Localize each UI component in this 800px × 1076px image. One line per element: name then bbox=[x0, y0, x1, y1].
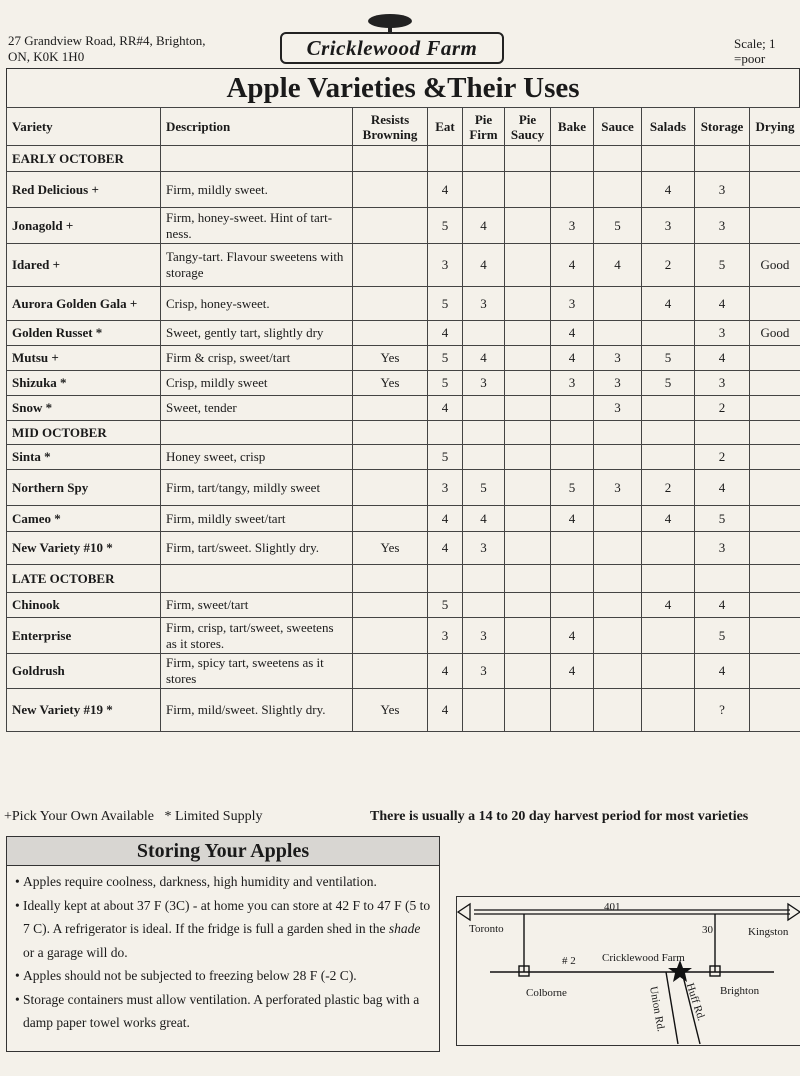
map-roads bbox=[456, 896, 800, 1048]
cell-drying bbox=[750, 172, 800, 208]
cell-sauce: 4 bbox=[594, 244, 642, 287]
storing-panel bbox=[6, 836, 440, 1052]
col-description: Description bbox=[161, 108, 353, 146]
address-line-2: ON, K0K 1H0 bbox=[8, 49, 85, 64]
col-resists-browning: Resists Browning bbox=[353, 108, 428, 146]
map-label-401: 401 bbox=[604, 901, 621, 913]
cell-browning bbox=[353, 244, 428, 287]
cell-pie-firm bbox=[463, 396, 505, 421]
cell-pie-firm bbox=[463, 321, 505, 346]
cell-pie-firm bbox=[463, 593, 505, 618]
list-item: • Apples should not be subjected to freezing below 28 F (-2 C). bbox=[15, 964, 433, 988]
farm-address bbox=[8, 33, 206, 65]
table-row bbox=[7, 346, 800, 371]
cell-pie-saucy bbox=[505, 346, 551, 371]
cell-bake: 3 bbox=[551, 287, 594, 321]
page-title: Apple Varieties &Their Uses bbox=[6, 68, 800, 107]
variety-description: Firm, spicy tart, sweetens as it stores bbox=[161, 654, 353, 689]
cell-pie-firm: 3 bbox=[463, 654, 505, 689]
emphasis-shade: shade bbox=[388, 921, 421, 936]
cell-pie-firm: 4 bbox=[463, 506, 505, 532]
cell-storage: 5 bbox=[695, 506, 750, 532]
col-drying: Drying bbox=[750, 108, 800, 146]
cell-pie-saucy bbox=[505, 618, 551, 654]
cell-pie-firm: 3 bbox=[463, 618, 505, 654]
col-storage: Storage bbox=[695, 108, 750, 146]
cell-pie-saucy bbox=[505, 396, 551, 421]
cell-salads: 4 bbox=[642, 287, 695, 321]
list-item: • Apples require coolness, darkness, high humidity and ventilation. bbox=[15, 870, 433, 894]
cell-pie-saucy bbox=[505, 506, 551, 532]
cell-drying bbox=[750, 506, 800, 532]
cell-browning: Yes bbox=[353, 346, 428, 371]
cell-salads: 4 bbox=[642, 506, 695, 532]
cell-sauce bbox=[594, 689, 642, 732]
cell-eat: 4 bbox=[428, 689, 463, 732]
variety-name: Enterprise bbox=[7, 618, 161, 654]
cell-browning bbox=[353, 506, 428, 532]
variety-name: Jonagold + bbox=[7, 208, 161, 244]
cell-bake: 4 bbox=[551, 618, 594, 654]
cell-storage: 3 bbox=[695, 208, 750, 244]
map-label-toronto: Toronto bbox=[469, 923, 504, 935]
cell-browning bbox=[353, 396, 428, 421]
cell-sauce: 3 bbox=[594, 346, 642, 371]
cell-drying bbox=[750, 371, 800, 396]
apple-varieties-table bbox=[6, 68, 800, 732]
cell-drying bbox=[750, 654, 800, 689]
variety-description: Sweet, gently tart, slightly dry bbox=[161, 321, 353, 346]
cell-sauce bbox=[594, 321, 642, 346]
cell-eat: 4 bbox=[428, 506, 463, 532]
cell-bake bbox=[551, 396, 594, 421]
cell-sauce bbox=[594, 618, 642, 654]
cell-pie-saucy bbox=[505, 689, 551, 732]
cell-bake bbox=[551, 593, 594, 618]
cell-bake: 4 bbox=[551, 654, 594, 689]
cell-pie-firm: 4 bbox=[463, 208, 505, 244]
variety-name: New Variety #19 * bbox=[7, 689, 161, 732]
cell-eat: 4 bbox=[428, 396, 463, 421]
cell-pie-firm: 5 bbox=[463, 470, 505, 506]
cell-bake: 4 bbox=[551, 244, 594, 287]
section-row bbox=[7, 146, 800, 172]
variety-name: Cameo * bbox=[7, 506, 161, 532]
cell-pie-firm: 3 bbox=[463, 287, 505, 321]
cell-browning: Yes bbox=[353, 689, 428, 732]
cell-pie-saucy bbox=[505, 654, 551, 689]
cell-browning bbox=[353, 470, 428, 506]
col-salads: Salads bbox=[642, 108, 695, 146]
cell-eat: 5 bbox=[428, 445, 463, 470]
table-row bbox=[7, 172, 800, 208]
cell-pie-firm bbox=[463, 689, 505, 732]
section-label: LATE OCTOBER bbox=[7, 565, 161, 593]
cell-browning: Yes bbox=[353, 532, 428, 565]
cell-storage: 2 bbox=[695, 396, 750, 421]
cell-bake: 5 bbox=[551, 470, 594, 506]
table-row bbox=[7, 618, 800, 654]
map-label-brighton: Brighton bbox=[720, 985, 760, 997]
cell-browning bbox=[353, 445, 428, 470]
scale-line-1: Scale; 1 =poor bbox=[734, 36, 776, 66]
cell-bake: 3 bbox=[551, 208, 594, 244]
cell-drying bbox=[750, 689, 800, 732]
cell-salads: 3 bbox=[642, 208, 695, 244]
cell-drying: Good bbox=[750, 321, 800, 346]
cell-browning bbox=[353, 654, 428, 689]
cell-pie-saucy bbox=[505, 172, 551, 208]
variety-description: Sweet, tender bbox=[161, 396, 353, 421]
cell-salads: 2 bbox=[642, 244, 695, 287]
variety-name: New Variety #10 * bbox=[7, 532, 161, 565]
table-row bbox=[7, 321, 800, 346]
variety-description: Firm, tart/tangy, mildly sweet bbox=[161, 470, 353, 506]
cell-salads: 2 bbox=[642, 470, 695, 506]
map-label-huff-rd: Huff Rd. bbox=[683, 981, 708, 1023]
cell-pie-firm bbox=[463, 172, 505, 208]
cell-eat: 5 bbox=[428, 346, 463, 371]
variety-description: Firm, crisp, tart/sweet, sweetens as it stores. bbox=[161, 618, 353, 654]
table-row bbox=[7, 445, 800, 470]
variety-description: Firm, mildly sweet/tart bbox=[161, 506, 353, 532]
cell-pie-saucy bbox=[505, 244, 551, 287]
cell-pie-firm: 4 bbox=[463, 244, 505, 287]
variety-name: Red Delicious + bbox=[7, 172, 161, 208]
variety-name: Sinta * bbox=[7, 445, 161, 470]
cell-pie-saucy bbox=[505, 445, 551, 470]
cell-pie-saucy bbox=[505, 321, 551, 346]
variety-description: Firm, tart/sweet. Slightly dry. bbox=[161, 532, 353, 565]
cell-storage: 4 bbox=[695, 346, 750, 371]
map-label-colborne: Colborne bbox=[526, 987, 567, 999]
cell-sauce: 5 bbox=[594, 208, 642, 244]
table-row bbox=[7, 287, 800, 321]
cell-pie-firm: 3 bbox=[463, 532, 505, 565]
cell-eat: 5 bbox=[428, 287, 463, 321]
cell-eat: 3 bbox=[428, 244, 463, 287]
cell-browning bbox=[353, 321, 428, 346]
cell-storage: 2 bbox=[695, 445, 750, 470]
map-label-30: 30 bbox=[702, 924, 713, 936]
variety-name: Snow * bbox=[7, 396, 161, 421]
table-row bbox=[7, 208, 800, 244]
cell-pie-saucy bbox=[505, 532, 551, 565]
table-row bbox=[7, 532, 800, 565]
cell-eat: 5 bbox=[428, 208, 463, 244]
harvest-note: There is usually a 14 to 20 day harvest period for most varieties bbox=[370, 809, 749, 824]
cell-eat: 3 bbox=[428, 618, 463, 654]
table-row bbox=[7, 396, 800, 421]
cell-eat: 5 bbox=[428, 593, 463, 618]
variety-description: Firm, honey-sweet. Hint of tart-ness. bbox=[161, 208, 353, 244]
variety-description: Crisp, honey-sweet. bbox=[161, 287, 353, 321]
cell-salads bbox=[642, 689, 695, 732]
cell-sauce bbox=[594, 593, 642, 618]
storing-title: Storing Your Apples bbox=[7, 837, 439, 866]
cell-storage: 3 bbox=[695, 172, 750, 208]
variety-name: Chinook bbox=[7, 593, 161, 618]
table-row bbox=[7, 506, 800, 532]
section-label: EARLY OCTOBER bbox=[7, 146, 161, 172]
map-label-kingston: Kingston bbox=[748, 926, 789, 938]
variety-description: Crisp, mildly sweet bbox=[161, 371, 353, 396]
cell-eat: 4 bbox=[428, 172, 463, 208]
cell-storage: 4 bbox=[695, 470, 750, 506]
cell-sauce bbox=[594, 654, 642, 689]
cell-pie-saucy bbox=[505, 470, 551, 506]
cell-storage: 4 bbox=[695, 654, 750, 689]
section-row bbox=[7, 565, 800, 593]
cell-salads bbox=[642, 321, 695, 346]
supply-legend: +Pick Your Own Available * Limited Supply bbox=[4, 809, 263, 824]
variety-description: Honey sweet, crisp bbox=[161, 445, 353, 470]
cell-pie-firm bbox=[463, 445, 505, 470]
table-row bbox=[7, 654, 800, 689]
cell-bake bbox=[551, 172, 594, 208]
variety-name: Goldrush bbox=[7, 654, 161, 689]
cell-browning bbox=[353, 593, 428, 618]
cell-drying bbox=[750, 445, 800, 470]
cell-pie-firm: 4 bbox=[463, 346, 505, 371]
cell-drying bbox=[750, 287, 800, 321]
cell-salads: 4 bbox=[642, 172, 695, 208]
table-row bbox=[7, 470, 800, 506]
variety-description: Firm, mild/sweet. Slightly dry. bbox=[161, 689, 353, 732]
cell-bake bbox=[551, 689, 594, 732]
col-pie-firm: Pie Firm bbox=[463, 108, 505, 146]
variety-description: Firm, mildly sweet. bbox=[161, 172, 353, 208]
directions-map bbox=[456, 896, 800, 1048]
cell-storage: 4 bbox=[695, 287, 750, 321]
cell-salads bbox=[642, 654, 695, 689]
cell-pie-firm: 3 bbox=[463, 371, 505, 396]
list-item: • Storage containers must allow ventilation. A perforated plastic bag with a damp paper towel works great. bbox=[15, 988, 433, 1035]
col-eat: Eat bbox=[428, 108, 463, 146]
cell-salads bbox=[642, 618, 695, 654]
cell-storage: 3 bbox=[695, 532, 750, 565]
cell-drying bbox=[750, 593, 800, 618]
cell-drying bbox=[750, 470, 800, 506]
cell-sauce bbox=[594, 172, 642, 208]
variety-description: Firm & crisp, sweet/tart bbox=[161, 346, 353, 371]
cell-sauce bbox=[594, 445, 642, 470]
cell-bake bbox=[551, 445, 594, 470]
col-pie-saucy: Pie Saucy bbox=[505, 108, 551, 146]
cell-browning bbox=[353, 618, 428, 654]
cell-drying bbox=[750, 532, 800, 565]
cell-sauce: 3 bbox=[594, 396, 642, 421]
address-line-1: 27 Grandview Road, RR#4, Brighton, bbox=[8, 33, 206, 48]
cell-eat: 4 bbox=[428, 532, 463, 565]
cell-salads: 5 bbox=[642, 371, 695, 396]
list-item: • Ideally kept at about 37 F (3C) - at home you can store at 42 F to 47 F (5 to 7 C). A refrigerator is ideal. If the fridge is full a garden shed in the shade or a garage will do. bbox=[15, 894, 433, 965]
cell-storage: 5 bbox=[695, 244, 750, 287]
map-label-union-rd: Union Rd. bbox=[647, 985, 667, 1033]
col-sauce: Sauce bbox=[594, 108, 642, 146]
varieties-grid bbox=[6, 107, 800, 732]
col-variety: Variety bbox=[7, 108, 161, 146]
variety-name: Northern Spy bbox=[7, 470, 161, 506]
col-bake: Bake bbox=[551, 108, 594, 146]
cell-drying: Good bbox=[750, 244, 800, 287]
cell-storage: 3 bbox=[695, 321, 750, 346]
cell-browning bbox=[353, 208, 428, 244]
cell-eat: 4 bbox=[428, 321, 463, 346]
cell-bake: 3 bbox=[551, 371, 594, 396]
variety-name: Aurora Golden Gala + bbox=[7, 287, 161, 321]
cell-browning: Yes bbox=[353, 371, 428, 396]
cell-salads: 4 bbox=[642, 593, 695, 618]
cell-sauce: 3 bbox=[594, 371, 642, 396]
logo-text: Cricklewood Farm bbox=[280, 32, 504, 64]
cell-storage: 5 bbox=[695, 618, 750, 654]
variety-name: Mutsu + bbox=[7, 346, 161, 371]
map-label-farm: Cricklewood Farm bbox=[602, 952, 685, 964]
cell-sauce bbox=[594, 506, 642, 532]
cell-eat: 4 bbox=[428, 654, 463, 689]
cell-storage: ? bbox=[695, 689, 750, 732]
cell-bake: 4 bbox=[551, 321, 594, 346]
cell-storage: 3 bbox=[695, 371, 750, 396]
farm-logo bbox=[276, 12, 504, 64]
cell-pie-saucy bbox=[505, 287, 551, 321]
cell-salads bbox=[642, 396, 695, 421]
cell-browning bbox=[353, 172, 428, 208]
cell-salads: 5 bbox=[642, 346, 695, 371]
variety-description: Tangy-tart. Flavour sweetens with storage bbox=[161, 244, 353, 287]
cell-bake bbox=[551, 532, 594, 565]
cell-sauce bbox=[594, 287, 642, 321]
storing-list bbox=[7, 866, 439, 1035]
cell-bake: 4 bbox=[551, 346, 594, 371]
table-row bbox=[7, 244, 800, 287]
cell-sauce: 3 bbox=[594, 470, 642, 506]
cell-eat: 3 bbox=[428, 470, 463, 506]
table-row bbox=[7, 593, 800, 618]
map-label-hwy2: # 2 bbox=[562, 955, 576, 967]
cell-salads bbox=[642, 445, 695, 470]
section-row bbox=[7, 421, 800, 445]
variety-name: Shizuka * bbox=[7, 371, 161, 396]
cell-storage: 4 bbox=[695, 593, 750, 618]
table-row bbox=[7, 371, 800, 396]
cell-salads bbox=[642, 532, 695, 565]
cell-pie-saucy bbox=[505, 593, 551, 618]
cell-drying bbox=[750, 396, 800, 421]
cell-eat: 5 bbox=[428, 371, 463, 396]
section-label: MID OCTOBER bbox=[7, 421, 161, 445]
cell-drying bbox=[750, 346, 800, 371]
variety-name: Golden Russet * bbox=[7, 321, 161, 346]
cell-drying bbox=[750, 208, 800, 244]
variety-description: Firm, sweet/tart bbox=[161, 593, 353, 618]
variety-name: Idared + bbox=[7, 244, 161, 287]
cell-pie-saucy bbox=[505, 208, 551, 244]
cell-bake: 4 bbox=[551, 506, 594, 532]
cell-pie-saucy bbox=[505, 371, 551, 396]
cell-browning bbox=[353, 287, 428, 321]
cell-drying bbox=[750, 618, 800, 654]
cell-sauce bbox=[594, 532, 642, 565]
table-row bbox=[7, 689, 800, 732]
header-row bbox=[7, 108, 800, 146]
